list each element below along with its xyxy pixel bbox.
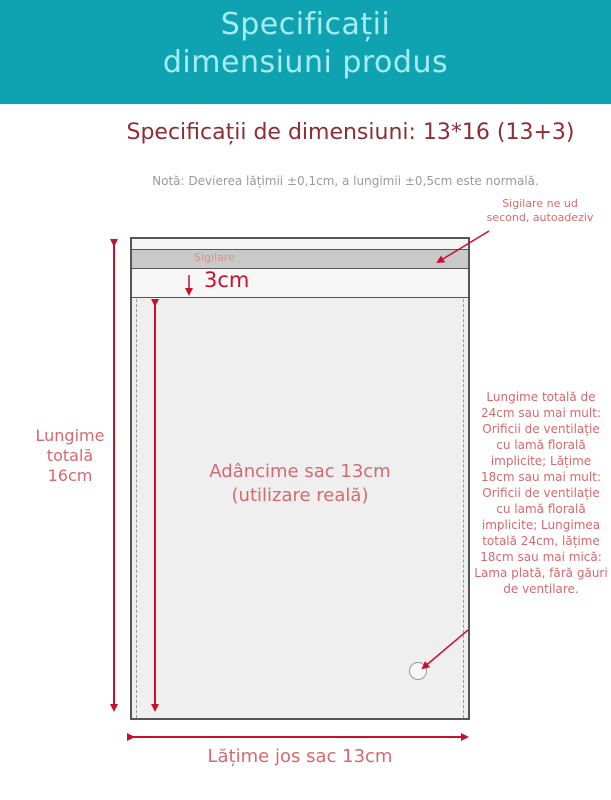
header-banner [0,0,611,104]
total-length-line-3: 16cm [47,466,93,485]
seal-callout [470,197,610,225]
seal-callout-line-1: Sigilare ne ud [502,197,578,210]
total-length-line-1: Lungime [35,426,105,445]
seal-callout-line-2: second, autoadeziv [486,211,594,224]
tolerance-note: Notă: Devierea lățimii ±0,1cm, a lungimii ±0,5cm este normală. [152,174,539,188]
total-length-label [20,426,120,486]
flap-size-label: 3cm [204,268,250,292]
title-line-1: Specificații [220,7,391,42]
seal-strip-label: Sigilare [194,251,235,264]
bag-top-edge [132,239,468,250]
size-spec-heading: Specificații de dimensiuni: 13*16 (13+3) [126,120,575,145]
right-seam-line [463,239,464,718]
title-line-2: dimensiuni produs [162,45,449,80]
depth-line-1: Adâncime sac 13cm [209,461,391,482]
vent-hole-note: Lungime totală de 24cm sau mai mult: Orificii de ventilație cu lamă florală implicite; Lățime 18cm sau mai mult: Orificii de ventilație cu lamă florală implicite; Lungimea totală 24cm, lățime 18cm sau mai mică: Lama plată, fără găuri de ventilare. [474,390,608,596]
total-length-line-2: totală [46,446,94,465]
flap-area [132,269,468,298]
bottom-width-label: Lățime jos sac 13cm [207,746,393,767]
hang-hole [409,662,427,680]
page-title [0,6,611,82]
adhesive-seal-strip [132,250,468,269]
left-seam-line [136,239,137,718]
bag-depth-label [180,460,420,508]
depth-line-2: (utilizare reală) [231,485,369,506]
